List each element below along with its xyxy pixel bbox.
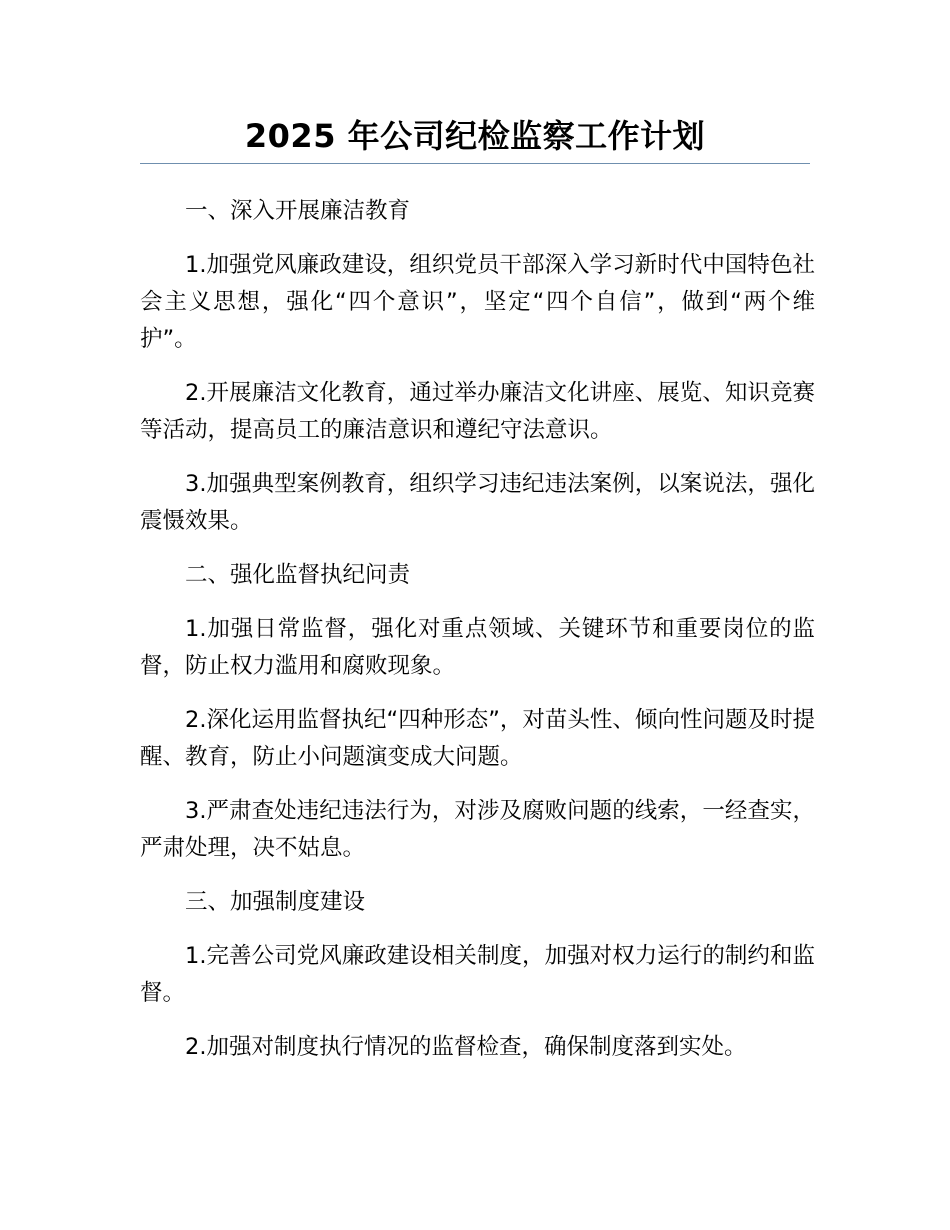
paragraph-3-1: 1.完善公司党风廉政建设相关制度，加强对权力运行的制约和监督。 — [140, 943, 815, 1006]
paragraph-1-1: 1.加强党风廉政建设，组织党员干部深入学习新时代中国特色社会主义思想，强化“四个意识”，坚定“四个自信”，做到“两个维护”。 — [140, 252, 815, 352]
title-divider — [140, 163, 810, 164]
paragraph-2-2: 2.深化运用监督执纪“四种形态”，对苗头性、倾向性问题及时提醒、教育，防止小问题演变成大问题。 — [140, 707, 815, 770]
document-body — [140, 193, 815, 1083]
section-heading-2: 二、强化监督执纪问责 — [185, 562, 411, 588]
paragraph-3-2: 2.加强对制度执行情况的监督检查，确保制度落到实处。 — [185, 1034, 747, 1060]
paragraph-2-1: 1.加强日常监督，强化对重点领域、关键环节和重要岗位的监督，防止权力滥用和腐败现象。 — [140, 616, 815, 679]
page-title: 2025 年公司纪检监察工作计划 — [244, 117, 706, 155]
paragraph-1-3: 3.加强典型案例教育，组织学习违纪违法案例，以案说法，强化震慑效果。 — [140, 471, 815, 534]
paragraph-1-2: 2.开展廉洁文化教育，通过举办廉洁文化讲座、展览、知识竞赛等活动，提高员工的廉洁意识和遵纪守法意识。 — [140, 380, 815, 443]
paragraph-2-3: 3.严肃查处违纪违法行为，对涉及腐败问题的线索，一经查实，严肃处理，决不姑息。 — [140, 798, 815, 861]
section-heading-1: 一、深入开展廉洁教育 — [185, 198, 411, 224]
section-heading-3: 三、加强制度建设 — [185, 889, 366, 915]
